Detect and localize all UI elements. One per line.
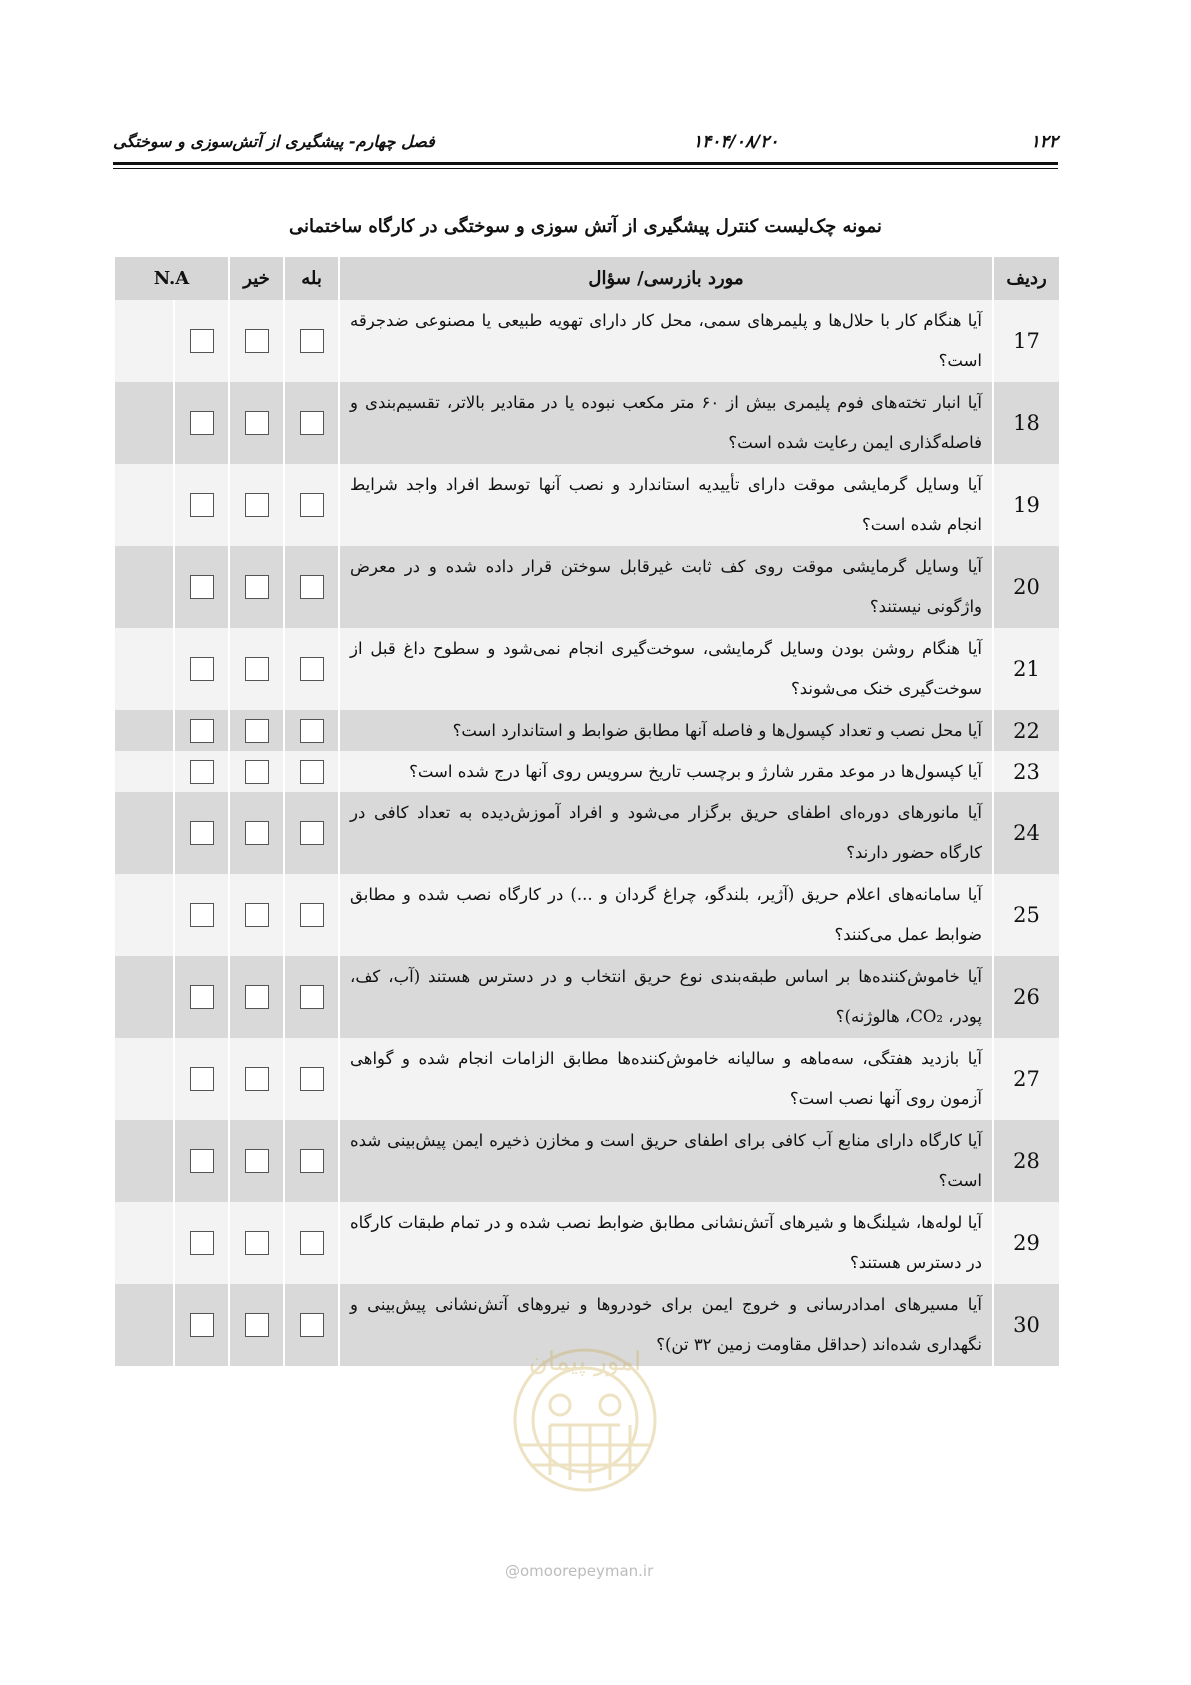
- row-margin-cell: [114, 1038, 174, 1120]
- cell-no: [229, 546, 284, 628]
- cell-no: [229, 1038, 284, 1120]
- row-number: 19: [993, 464, 1059, 546]
- cell-yes: [284, 300, 339, 382]
- cell-no: [229, 1202, 284, 1284]
- checklist-title: نمونه چک‌لیست کنترل پیشگیری از آتش سوزی و سوختگی در کارگاه ساختمانی: [289, 216, 882, 237]
- cell-no: [229, 464, 284, 546]
- row-number: 28: [993, 1120, 1059, 1202]
- cell-na: [174, 464, 229, 546]
- checkbox-na[interactable]: [190, 411, 214, 435]
- cell-na: [174, 628, 229, 710]
- question-text: آیا وسایل گرمایشی موقت روی کف ثابت غیرقابل سوختن قرار داده شده و در معرض واژگونی نیستند؟: [339, 546, 993, 628]
- cell-no: [229, 1284, 284, 1366]
- cell-no: [229, 874, 284, 956]
- checkbox-yes[interactable]: [300, 493, 324, 517]
- cell-no: [229, 300, 284, 382]
- checkbox-yes[interactable]: [300, 1067, 324, 1091]
- row-number: 24: [993, 792, 1059, 874]
- cell-yes: [284, 1202, 339, 1284]
- row-margin-cell: [114, 1120, 174, 1202]
- checklist-table: [113, 257, 1059, 1366]
- question-text: آیا محل نصب و تعداد کپسول‌ها و فاصله آنها مطابق ضوابط و استاندارد است؟: [339, 710, 993, 751]
- cell-na: [174, 710, 229, 751]
- checkbox-na[interactable]: [190, 329, 214, 353]
- cell-yes: [284, 382, 339, 464]
- checkbox-na[interactable]: [190, 1313, 214, 1337]
- row-number: 21: [993, 628, 1059, 710]
- cell-na: [174, 956, 229, 1038]
- table-row: [114, 464, 1059, 546]
- checkbox-no[interactable]: [245, 657, 269, 681]
- question-text: آیا خاموش‌کننده‌ها بر اساس طبقه‌بندی نوع حریق انتخاب و در دسترس هستند (آب، کف، پودر، CO₂، هالوژنه)؟: [339, 956, 993, 1038]
- question-text: آیا انبار تخته‌های فوم پلیمری بیش از ۶۰ متر مکعب نبوده یا در مقادیر بالاتر، تقسیم‌بندی و فاصله‌گذاری ایمن رعایت شده است؟: [339, 382, 993, 464]
- page-number: ۱۲۲: [1030, 132, 1058, 152]
- question-text: آیا مانورهای دوره‌ای اطفای حریق برگزار می‌شود و افراد آموزش‌دیده به تعداد کافی در کارگاه حضور دارند؟: [339, 792, 993, 874]
- table-row: [114, 710, 1059, 751]
- cell-no: [229, 628, 284, 710]
- row-margin-cell: [114, 546, 174, 628]
- row-number: 25: [993, 874, 1059, 956]
- row-number: 20: [993, 546, 1059, 628]
- checkbox-no[interactable]: [245, 760, 269, 784]
- cell-yes: [284, 464, 339, 546]
- checkbox-no[interactable]: [245, 985, 269, 1009]
- table-row: [114, 546, 1059, 628]
- question-text: آیا وسایل گرمایشی موقت دارای تأییدیه استاندارد و نصب آنها توسط افراد واجد شرایط انجام شده است؟: [339, 464, 993, 546]
- table-row: [114, 1120, 1059, 1202]
- cell-na: [174, 874, 229, 956]
- row-margin-cell: [114, 464, 174, 546]
- table-row: [114, 874, 1059, 956]
- col-header-row-number: ردیف: [993, 257, 1059, 300]
- cell-yes: [284, 1284, 339, 1366]
- row-margin-cell: [114, 382, 174, 464]
- cell-na: [174, 1120, 229, 1202]
- cell-na: [174, 1284, 229, 1366]
- checkbox-no[interactable]: [245, 903, 269, 927]
- checkbox-yes[interactable]: [300, 903, 324, 927]
- cell-yes: [284, 956, 339, 1038]
- table-row: [114, 300, 1059, 382]
- question-text: آیا کارگاه دارای منابع آب کافی برای اطفای حریق است و مخازن ذخیره ایمن پیش‌بینی شده است؟: [339, 1120, 993, 1202]
- checkbox-yes[interactable]: [300, 719, 324, 743]
- cell-na: [174, 1038, 229, 1120]
- cell-na: [174, 382, 229, 464]
- checkbox-no[interactable]: [245, 1067, 269, 1091]
- checkbox-no[interactable]: [245, 821, 269, 845]
- watermark-logo: [490, 1325, 680, 1495]
- checkbox-no[interactable]: [245, 1149, 269, 1173]
- table-row: [114, 956, 1059, 1038]
- table-row: [114, 751, 1059, 792]
- page-header: [113, 122, 1058, 162]
- checkbox-na[interactable]: [190, 575, 214, 599]
- cell-yes: [284, 874, 339, 956]
- row-margin-cell: [114, 1202, 174, 1284]
- checkbox-na[interactable]: [190, 719, 214, 743]
- table-header-row: [114, 257, 1059, 300]
- watermark-logo-text: امور پیمان: [528, 1347, 642, 1377]
- cell-yes: [284, 1120, 339, 1202]
- table-row: [114, 628, 1059, 710]
- cell-na: [174, 1202, 229, 1284]
- checkbox-yes[interactable]: [300, 821, 324, 845]
- cell-na: [174, 300, 229, 382]
- checkbox-no[interactable]: [245, 719, 269, 743]
- checkbox-na[interactable]: [190, 493, 214, 517]
- checkbox-na[interactable]: [190, 760, 214, 784]
- row-margin-cell: [114, 710, 174, 751]
- row-margin-cell: [114, 1284, 174, 1366]
- row-margin-cell: [114, 751, 174, 792]
- col-header-question: مورد بازرسی/ سؤال: [339, 257, 993, 300]
- header-rule-thin: [113, 168, 1058, 169]
- row-number: 29: [993, 1202, 1059, 1284]
- row-number: 26: [993, 956, 1059, 1038]
- row-number: 23: [993, 751, 1059, 792]
- cell-yes: [284, 751, 339, 792]
- cell-yes: [284, 546, 339, 628]
- cell-no: [229, 956, 284, 1038]
- cell-na: [174, 751, 229, 792]
- row-number: 18: [993, 382, 1059, 464]
- checkbox-na[interactable]: [190, 1067, 214, 1091]
- row-number: 22: [993, 710, 1059, 751]
- cell-na: [174, 546, 229, 628]
- cell-no: [229, 382, 284, 464]
- row-margin-cell: [114, 792, 174, 874]
- checkbox-yes[interactable]: [300, 1149, 324, 1173]
- row-margin-cell: [114, 628, 174, 710]
- checkbox-na[interactable]: [190, 903, 214, 927]
- checkbox-yes[interactable]: [300, 411, 324, 435]
- question-text: آیا مسیرهای امدادرسانی و خروج ایمن برای خودروها و نیروهای آتش‌نشانی پیش‌بینی و نگهداری شده‌اند (حداقل مقاومت زمین ۳۲ تن)؟: [339, 1284, 993, 1366]
- checkbox-na[interactable]: [190, 985, 214, 1009]
- col-header-no: خیر: [229, 257, 284, 300]
- checkbox-no[interactable]: [245, 493, 269, 517]
- question-text: آیا سامانه‌های اعلام حریق (آژیر، بلندگو، چراغ گردان و ...) در کارگاه نصب شده و مطابق ضوابط عمل می‌کنند؟: [339, 874, 993, 956]
- question-text: آیا لوله‌ها، شیلنگ‌ها و شیرهای آتش‌نشانی مطابق ضوابط نصب شده و در تمام طبقات کارگاه در دسترس هستند؟: [339, 1202, 993, 1284]
- question-text: آیا بازدید هفتگی، سه‌ماهه و سالیانه خاموش‌کننده‌ها مطابق الزامات انجام شده و گواهی آزمون روی آنها نصب است؟: [339, 1038, 993, 1120]
- table-row: [114, 1202, 1059, 1284]
- col-header-na: N.A: [114, 257, 229, 300]
- checkbox-na[interactable]: [190, 1149, 214, 1173]
- row-number: 17: [993, 300, 1059, 382]
- col-header-yes: بله: [284, 257, 339, 300]
- chapter-title: فصل چهارم- پیشگیری از آتش‌سوزی و سوختگی: [113, 132, 435, 151]
- row-margin-cell: [114, 874, 174, 956]
- table-row: [114, 382, 1059, 464]
- cell-no: [229, 710, 284, 751]
- checkbox-yes[interactable]: [300, 1313, 324, 1337]
- checkbox-na[interactable]: [190, 821, 214, 845]
- checkbox-no[interactable]: [245, 1231, 269, 1255]
- checkbox-no[interactable]: [245, 411, 269, 435]
- table-row: [114, 792, 1059, 874]
- row-margin-cell: [114, 300, 174, 382]
- checkbox-yes[interactable]: [300, 575, 324, 599]
- cell-yes: [284, 1038, 339, 1120]
- question-text: آیا کپسول‌ها در موعد مقرر شارژ و برچسب تاریخ سرویس روی آنها درج شده است؟: [339, 751, 993, 792]
- checkbox-na[interactable]: [190, 657, 214, 681]
- header-rule-thick: [113, 162, 1058, 165]
- cell-no: [229, 792, 284, 874]
- row-number: 30: [993, 1284, 1059, 1366]
- checkbox-yes[interactable]: [300, 329, 324, 353]
- checkbox-no[interactable]: [245, 575, 269, 599]
- question-text: آیا هنگام روشن بودن وسایل گرمایشی، سوخت‌گیری انجام نمی‌شود و سطوح داغ قبل از سوخت‌گیری خنک می‌شوند؟: [339, 628, 993, 710]
- cell-no: [229, 1120, 284, 1202]
- header-date: ۱۴۰۴/۰۸/۲۰: [693, 132, 779, 152]
- checkbox-yes[interactable]: [300, 1231, 324, 1255]
- checkbox-yes[interactable]: [300, 657, 324, 681]
- row-margin-cell: [114, 956, 174, 1038]
- checkbox-yes[interactable]: [300, 760, 324, 784]
- cell-na: [174, 792, 229, 874]
- checkbox-na[interactable]: [190, 1231, 214, 1255]
- cell-yes: [284, 628, 339, 710]
- checkbox-yes[interactable]: [300, 985, 324, 1009]
- table-row: [114, 1038, 1059, 1120]
- watermark-url: @omoorepeyman.ir: [505, 1562, 654, 1580]
- checkbox-no[interactable]: [245, 1313, 269, 1337]
- cell-yes: [284, 792, 339, 874]
- cell-no: [229, 751, 284, 792]
- checkbox-no[interactable]: [245, 329, 269, 353]
- row-number: 27: [993, 1038, 1059, 1120]
- cell-yes: [284, 710, 339, 751]
- question-text: آیا هنگام کار با حلال‌ها و پلیمرهای سمی، محل کار دارای تهویه طبیعی یا مصنوعی ضدجرقه است؟: [339, 300, 993, 382]
